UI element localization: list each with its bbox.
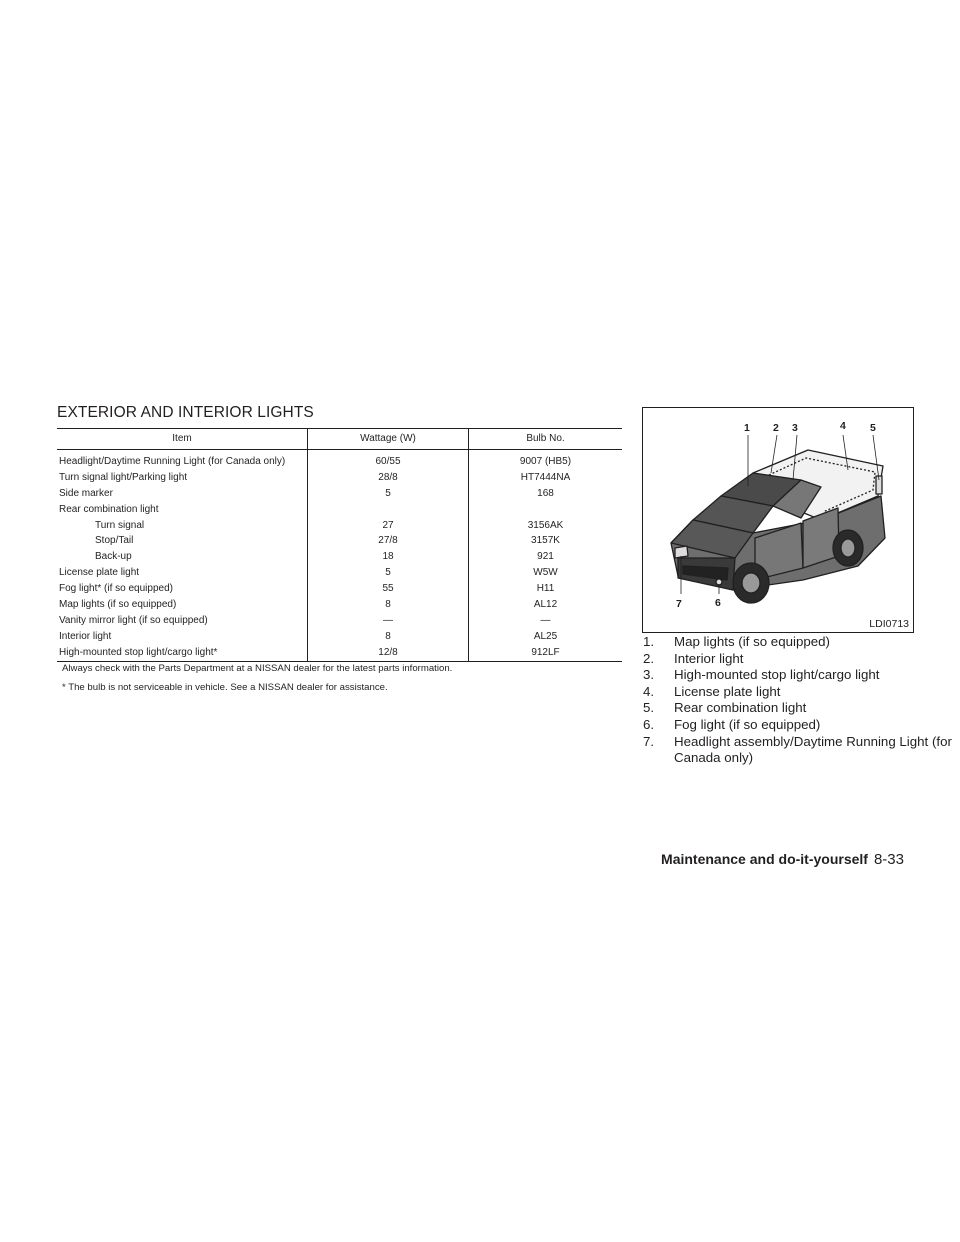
wattage-cell: 60/55 — [308, 450, 469, 470]
bulb-number-cell: 9007 (HB5) — [469, 450, 623, 470]
wattage-cell: 27 — [308, 518, 469, 534]
vehicle-lights-figure — [642, 407, 914, 633]
table-row — [57, 533, 622, 549]
figure-code: LDI0713 — [869, 618, 909, 630]
item-cell: Rear combination light — [59, 503, 159, 515]
item-cell: High-mounted stop light/cargo light* — [57, 645, 308, 661]
callout-5: 5 — [870, 422, 876, 434]
bulb-number-cell — [469, 502, 623, 518]
table-row — [57, 470, 622, 486]
callout-2: 2 — [773, 422, 779, 434]
legend-item — [643, 667, 960, 684]
table-row — [57, 450, 622, 470]
bulb-number-cell: H11 — [469, 581, 623, 597]
legend-item-text: Interior light — [674, 650, 744, 666]
parts-note: Always check with the Parts Department at a NISSAN dealer for the latest parts information. — [62, 663, 453, 674]
table-row — [57, 629, 622, 645]
legend-item-number: 2. — [643, 650, 655, 666]
bulb-number-cell: AL12 — [469, 597, 623, 613]
item-cell: Map lights (if so equipped) — [59, 598, 177, 610]
callout-3: 3 — [792, 422, 798, 434]
bulb-number-cell: 912LF — [469, 645, 623, 661]
item-cell: Vanity mirror light (if so equipped) — [59, 614, 208, 626]
legend-item — [643, 717, 960, 734]
table-row — [57, 613, 622, 629]
page-footer — [661, 851, 904, 868]
wattage-cell: 8 — [308, 629, 469, 645]
legend-item — [643, 634, 960, 651]
bulb-number-cell: 3156AK — [469, 518, 623, 534]
legend-item — [643, 651, 960, 668]
bulb-number-cell: AL25 — [469, 629, 623, 645]
wattage-cell: 28/8 — [308, 470, 469, 486]
truck-illustration — [643, 408, 913, 632]
callout-1: 1 — [744, 422, 750, 434]
bulb-number-cell: 168 — [469, 486, 623, 502]
item-cell: Headlight/Daytime Running Light (for Canada only) — [59, 455, 286, 467]
wattage-cell: — — [308, 613, 469, 629]
item-cell: Back-up — [95, 551, 132, 563]
table-row — [57, 597, 622, 613]
legend-item — [643, 734, 960, 767]
callout-4: 4 — [840, 420, 846, 432]
table-row — [57, 645, 622, 661]
footer-section-title: Maintenance and do-it-yourself — [661, 851, 868, 867]
wattage-cell: 27/8 — [308, 533, 469, 549]
legend-item-number: 3. — [643, 667, 655, 683]
wattage-cell: 55 — [308, 581, 469, 597]
legend-item-text: High-mounted stop light/cargo light — [674, 667, 880, 683]
table-row — [57, 518, 622, 534]
bulb-number-cell: 3157K — [469, 533, 623, 549]
bulb-number-cell: 921 — [469, 549, 623, 565]
legend-item-text: Map lights (if so equipped) — [674, 634, 830, 649]
section-title: EXTERIOR AND INTERIOR LIGHTS — [57, 404, 314, 421]
item-cell: Fog light* (if so equipped) — [59, 583, 173, 595]
bulb-number-cell: W5W — [469, 565, 623, 581]
item-cell: Side marker — [59, 487, 113, 499]
callout-6: 6 — [715, 597, 721, 609]
legend-item-text: Fog light (if so equipped) — [674, 716, 821, 732]
column-header-item: Item — [57, 429, 308, 450]
table-row — [57, 486, 622, 502]
wattage-cell: 18 — [308, 549, 469, 565]
legend-item-number: 1. — [643, 634, 655, 649]
item-cell: Stop/Tail — [95, 535, 134, 547]
item-cell: Interior light — [59, 630, 112, 642]
table-header-row — [57, 429, 622, 450]
wattage-cell: 5 — [308, 486, 469, 502]
legend-item — [643, 684, 960, 701]
column-header-wattage: Wattage (W) — [308, 429, 469, 450]
legend-item-number: 4. — [643, 683, 655, 699]
legend-item-text: Rear combination light — [674, 700, 807, 716]
column-header-bulb-no: Bulb No. — [469, 429, 623, 450]
legend-item — [643, 700, 960, 717]
item-cell: Turn signal — [95, 519, 145, 531]
item-cell: License plate light — [59, 567, 140, 579]
wattage-cell — [308, 502, 469, 518]
table-row — [57, 581, 622, 597]
page-number: 8-33 — [873, 851, 904, 868]
bulb-specification-table — [57, 428, 622, 662]
item-cell: Turn signal light/Parking light — [59, 471, 188, 483]
table-body — [57, 450, 622, 662]
wattage-cell: 8 — [308, 597, 469, 613]
table-row — [57, 565, 622, 581]
figure-legend-list — [643, 634, 960, 767]
footnote: * The bulb is not serviceable in vehicle. See a NISSAN dealer for assistance. — [62, 682, 388, 693]
wattage-cell: 12/8 — [308, 645, 469, 661]
bulb-number-cell: — — [469, 613, 623, 629]
callout-7: 7 — [676, 598, 682, 610]
legend-item-number: 6. — [643, 716, 655, 732]
wattage-cell: 5 — [308, 565, 469, 581]
legend-item-number: 7. — [643, 733, 655, 749]
table-row — [57, 502, 622, 518]
legend-item-number: 5. — [643, 700, 655, 716]
legend-item-text: License plate light — [674, 683, 781, 699]
table-row — [57, 549, 622, 565]
legend-item-text: Headlight assembly/Daytime Running Light (for Canada only) — [674, 733, 952, 766]
bulb-number-cell: HT7444NA — [469, 470, 623, 486]
